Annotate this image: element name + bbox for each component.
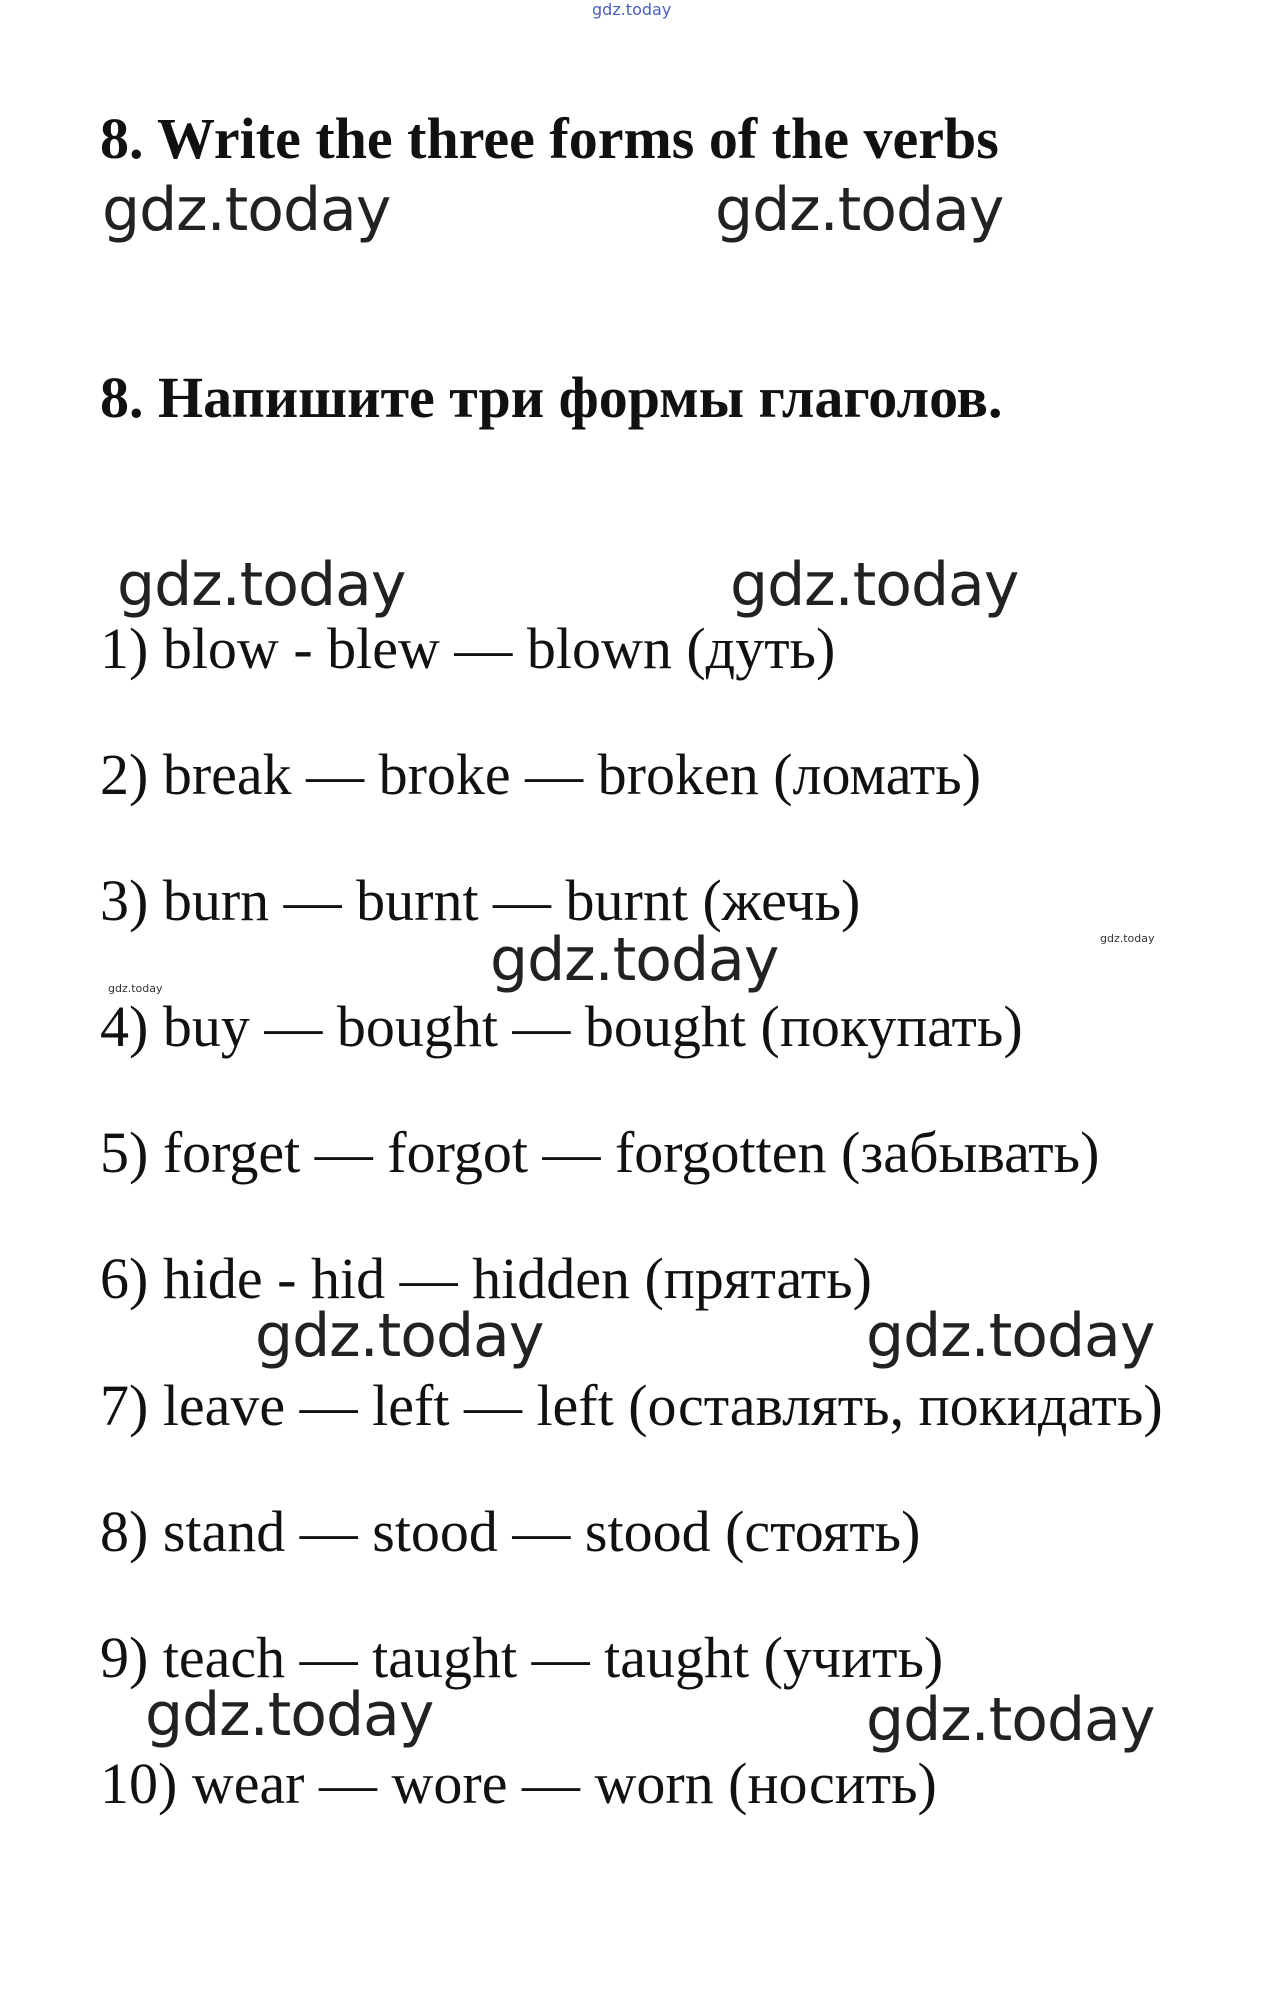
list-item: 8) stand — stood — stood (стоять) [100, 1499, 921, 1564]
heading-english: 8. Write the three forms of the verbs [100, 106, 999, 171]
watermark: gdz.today [730, 550, 1019, 620]
list-item: 5) forget — forgot — forgotten (забывать) [100, 1120, 1100, 1185]
list-item: 3) burn — burnt — burnt (жечь) [100, 868, 861, 933]
list-item: 6) hide - hid — hidden (прятать) [100, 1246, 872, 1311]
watermark: gdz.today [715, 175, 1004, 245]
watermark: gdz.today [866, 1301, 1155, 1371]
heading-russian: 8. Напишите три формы глаголов. [100, 365, 1003, 430]
watermark: gdz.today [145, 1680, 434, 1750]
list-item: 1) blow - blew — blown (дуть) [100, 616, 836, 681]
list-item: 7) leave — left — left (оставлять, покидать) [100, 1373, 1163, 1438]
watermark: gdz.today [866, 1685, 1155, 1755]
list-item: 4) buy — bought — bought (покупать) [100, 994, 1023, 1059]
list-item: 9) teach — taught — taught (учить) [100, 1625, 944, 1690]
top-watermark-text: gdz.today [592, 0, 672, 19]
watermark: gdz.today [102, 175, 391, 245]
watermark: gdz.today [490, 925, 779, 995]
list-item: 2) break — broke — broken (ломать) [100, 742, 982, 807]
watermark-small: gdz.today [108, 982, 163, 995]
watermark: gdz.today [117, 550, 406, 620]
top-watermark [592, 2, 671, 18]
list-item: 10) wear — wore — worn (носить) [100, 1751, 937, 1816]
watermark: gdz.today [255, 1301, 544, 1371]
watermark-small: gdz.today [1100, 932, 1155, 945]
